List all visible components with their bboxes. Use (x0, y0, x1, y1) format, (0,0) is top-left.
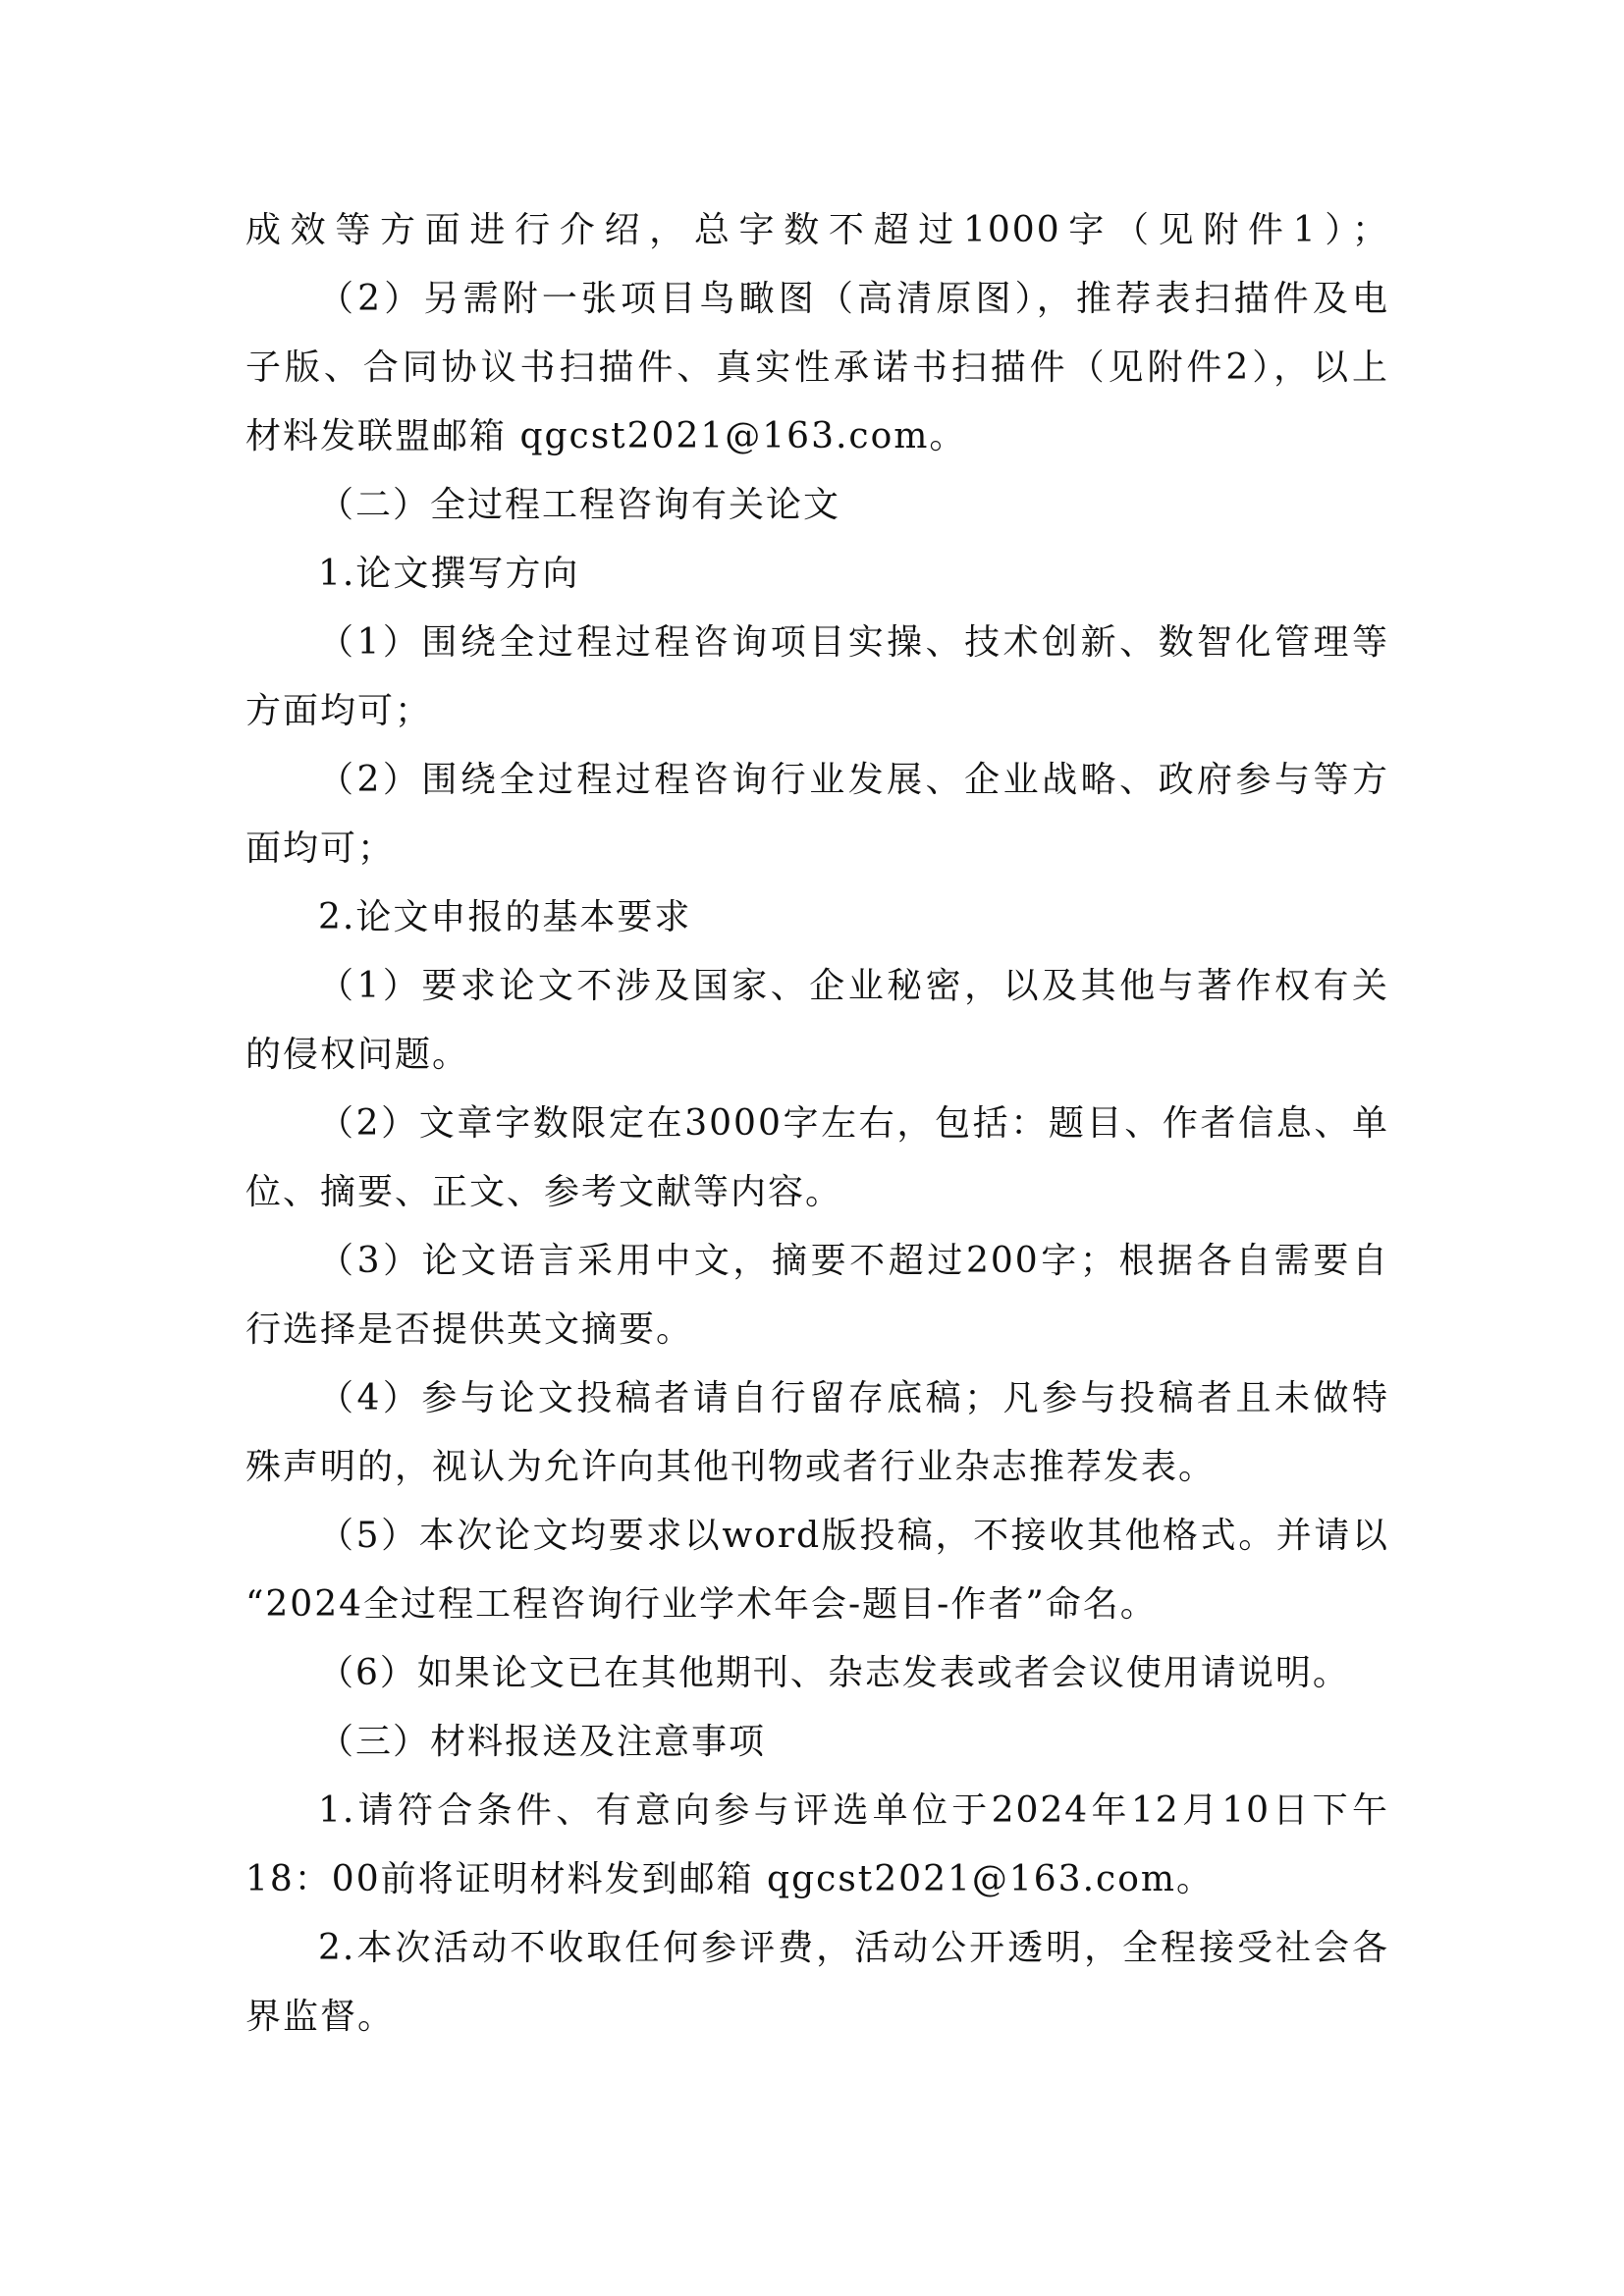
paragraph-line: 界监督。 (245, 1997, 396, 2037)
paragraph-line: 成效等方面进行介绍，总字数不超过1000字（见附件1）； (245, 210, 1389, 250)
paragraph-line: （1）要求论文不涉及国家、企业秘密，以及其他与著作权有关 (318, 966, 1389, 1006)
paragraph-line: 行选择是否提供英文摘要。 (245, 1309, 694, 1350)
paragraph-line: 材料发联盟邮箱 qgcst2021@163.com。 (245, 416, 967, 456)
paragraph-line: 18：00前将证明材料发到邮箱 qgcst2021@163.com。 (245, 1859, 1215, 1899)
paragraph-line: （4）参与论文投稿者请自行留存底稿；凡参与投稿者且未做特 (318, 1378, 1389, 1418)
paragraph-line: （5）本次论文均要求以word版投稿，不接收其他格式。并请以 (318, 1516, 1389, 1556)
paragraph-line: （2）围绕全过程过程咨询行业发展、企业战略、政府参与等方 (318, 760, 1389, 800)
paragraph-line: 方面均可； (245, 691, 433, 731)
paragraph-line: 位、摘要、正文、参考文献等内容。 (245, 1172, 843, 1212)
paragraph-line: 的侵权问题。 (245, 1035, 470, 1075)
paragraph-line: （2）文章字数限定在3000字左右，包括：题目、作者信息、单 (318, 1103, 1389, 1144)
paragraph-line: 子版、合同协议书扫描件、真实性承诺书扫描件（见附件2），以上 (245, 347, 1389, 388)
paragraph-line: “2024全过程工程咨询行业学术年会-题目-作者”命名。 (245, 1584, 1158, 1625)
paragraph-line: 面均可； (245, 828, 396, 869)
paragraph-line: 殊声明的，视认为允许向其他刊物或者行业杂志推荐发表。 (245, 1447, 1217, 1487)
paragraph-line: 1.请符合条件、有意向参与评选单位于2024年12月10日下午 (318, 1790, 1389, 1831)
paragraph-line: （1）围绕全过程过程咨询项目实操、技术创新、数智化管理等 (318, 622, 1389, 663)
subsection-heading: 1.论文撰写方向 (318, 554, 580, 594)
section-heading: （三）材料报送及注意事项 (318, 1722, 767, 1762)
paragraph-line: 2.本次活动不收取任何参评费，活动公开透明，全程接受社会各 (318, 1928, 1389, 1968)
paragraph-line: （3）论文语言采用中文，摘要不超过200字；根据各自需要自 (318, 1241, 1389, 1281)
paragraph-line: （6）如果论文已在其他期刊、杂志发表或者会议使用请说明。 (318, 1653, 1350, 1693)
section-heading: （二）全过程工程咨询有关论文 (318, 485, 841, 525)
document-body (245, 196, 1389, 2052)
paragraph-line: （2）另需附一张项目鸟瞰图（高清原图），推荐表扫描件及电 (318, 279, 1389, 319)
subsection-heading: 2.论文申报的基本要求 (318, 897, 692, 937)
